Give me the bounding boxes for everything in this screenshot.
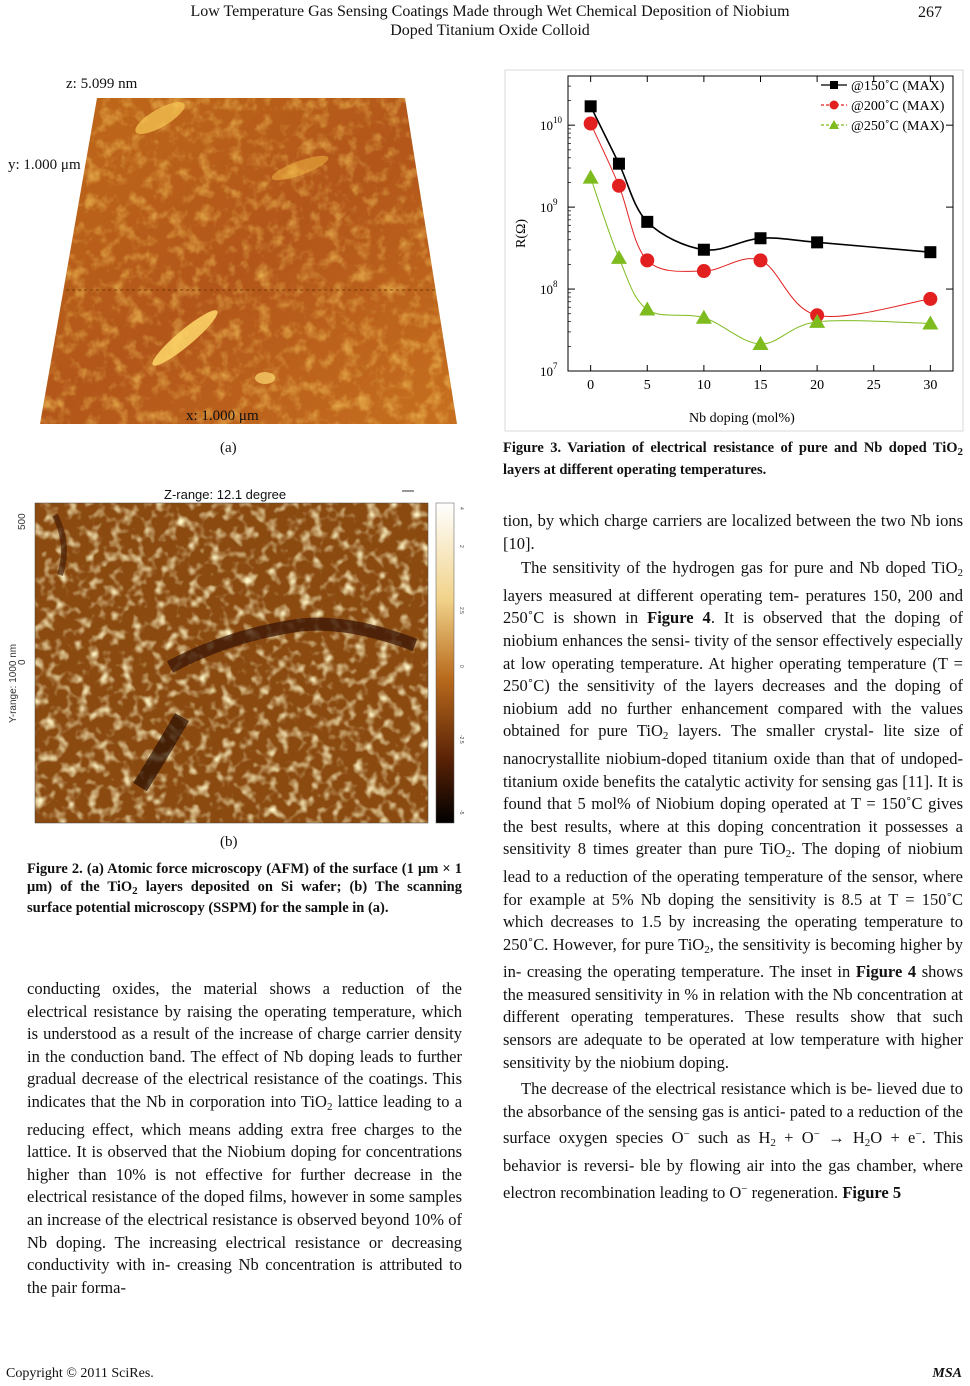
data-point-200c [754,253,768,267]
data-point-200c [923,292,937,306]
cbar-tick: -5 [458,810,464,815]
cbar-tick: 4 [458,507,464,510]
fig2b-panel-label: (b) [220,834,238,850]
footer-copyright: Copyright © 2011 SciRes. [6,1366,154,1381]
data-point-250c [611,250,627,264]
legend-label: @200˚C (MAX) [851,99,945,114]
afm-3d-image [0,68,470,438]
right-para-2: The sensitivity of the hydrogen gas for pure and Nb doped TiO$_2$ layers measured at different operating tem- peratures 150, 200 and 250˚C is shown in Figure 4. It is observed that the doping of niobium enhances the sensi- tivity of the sensor effectively especially at low operating temperature. At higher operating temperature (T = 250˚C) the sensitivity of the layers decreases and the doping of niobium add no further enhancement compared with the values obtained for pure TiO$_2$ layers. The smaller crystal- lite size of nanocrystallite niobium-doped titanium oxide than that of undoped-titanium oxide benefits the catalytic activity for sensing gas [11]. It is found that 5 mol% of Niobium doping operated at T = 150˚C gives the best results, where at this doping concentration it possesses a sensitivity 8 times greater than pure TiO$_2$. The doping of niobium lead to a reduction of the operating temperature of the sensor, where for example at 5% Nb doping the sensitivity is 8.5 at T = 150˚C which decreases to 1.5 by increasing the operating temperature to 250˚C. However, for pure TiO$_2$, the sensitivity is becoming higher by in- creasing the operating temperature. The inset in Figure 4 shows the measured sensitivity in % in relation with the Nb concentration at different operating temperatures. These results show that such sensors are adequate to be operated at low temperature with higher sensitivity by the niobium doping. [503,558,964,1072]
data-point-200c [612,179,626,193]
legend-label: @250˚C (MAX) [851,119,945,134]
sspm-image [0,485,470,830]
sspm-yrange: Y-range: 1000 nm [8,643,19,723]
cbar-tick: 2.5 [458,607,464,614]
sspm-zrange: Z-range: 12.1 degree [164,487,287,502]
chart-xlabel: Nb doping (mol%) [689,411,795,426]
afm-x-label: x: 1.000 μm [186,408,259,424]
figure3-caption: Figure 3. Variation of electrical resistance of pure and Nb doped TiO$_2$ layers at different operating temperatures. [503,440,963,478]
data-point-250c [583,170,599,184]
page-number: 267 [918,4,942,21]
data-point-150c [585,100,597,112]
data-point-150c [924,246,936,258]
chart-ylabel: R(Ω) [514,218,529,248]
data-point-150c [698,244,710,256]
right-para-1: tion, by which charge carriers are localized between the two Nb ions [10]. [503,511,963,553]
data-point-150c [641,216,653,228]
x-tick-label: 5 [643,378,651,393]
x-tick-label: 10 [696,378,711,393]
x-tick-label: 25 [866,378,881,393]
afm-y-label: y: 1.000 μm [8,157,81,173]
x-tick-label: 15 [753,378,768,393]
y-tick-label: $10^8$ [540,279,558,298]
x-tick-label: 30 [923,378,938,393]
data-point-250c [922,315,938,329]
left-column-text: conducting oxides, the material shows a reduction of the electrical resistance by raising the operating temperature, which is understood as a result of the increase of charge carrier density in the conduction band. The effect of Nb doping leads to further gradual decrease of the electrical resistance of the coatings. This indicates that the Nb in corporation into TiO$_2$ lattice leading to a reducing effect, which means adding extra free charges to the lattice. It is observed that the Niobium doping for concentrations higher than 10% is not effective for further decrease in the electrical resistance of the doped films, however in some samples an increase of the electrical resistance is observed beyond 10% of Nb doping. The increasing electrical resistance or decreasing conductivity with in- creasing Nb concentration is attributed to the pair forma- [27,979,463,1297]
data-point-150c [755,232,767,244]
right-para-3: The decrease of the electrical resistance which is be- lieved due to the absorbance of the sensing gas is antici- pated to a reduction of the surface oxygen species O− such as $H_2 + O^- \to H_2O + e^-$. This behavior is reversi- ble by flowing air into the gas chamber, where electron recombination leading to O− regeneration. Figure 5 [503,1079,963,1202]
x-tick-label: 20 [810,378,825,393]
cbar-tick: 2 [458,545,464,548]
resistance-chart [503,68,965,433]
legend-label: @150˚C (MAX) [851,79,945,94]
sspm-tick-500: 500 [17,513,28,530]
y-tick-label: $10^9$ [540,197,558,216]
legend-marker [830,101,839,110]
data-point-250c [639,302,655,316]
data-point-150c [613,158,625,170]
header-title-line1: Low Temperature Gas Sensing Coatings Made through Wet Chemical Deposition of Niobium [190,3,790,20]
figure5-ref-link[interactable]: Figure 5 [842,1182,902,1202]
x-tick-label: 0 [587,378,595,393]
cbar-tick: -2.5 [458,735,464,744]
right-column-text [503,510,963,1204]
legend-marker [830,81,838,89]
sspm-tick-0: 0 [17,659,28,665]
cbar-tick: 0 [458,665,464,668]
fig2a-panel-label: (a) [220,440,237,456]
data-point-200c [640,253,654,267]
data-point-200c [584,117,598,131]
figure4-ref-link[interactable]: Figure 4 [647,608,711,628]
y-tick-label: $10^{10}$ [540,115,562,134]
data-point-200c [697,264,711,278]
header-title-line2: Doped Titanium Oxide Colloid [390,22,590,39]
y-tick-label: $10^7$ [540,361,558,379]
running-header [100,2,880,40]
data-point-150c [811,236,823,248]
footer-journal: MSA [932,1366,962,1381]
figure4-ref-link[interactable]: Figure 4 [855,962,917,982]
afm-z-label: z: 5.099 nm [66,76,138,92]
figure2-caption: Figure 2. (a) Atomic force microscopy (AFM) of the surface (1 μm × 1 μm) of the TiO$_2$ layers deposited on Si wafer; (b) The scanning surface potential microscopy (SSPM) for the sample in (a). [27,861,462,917]
